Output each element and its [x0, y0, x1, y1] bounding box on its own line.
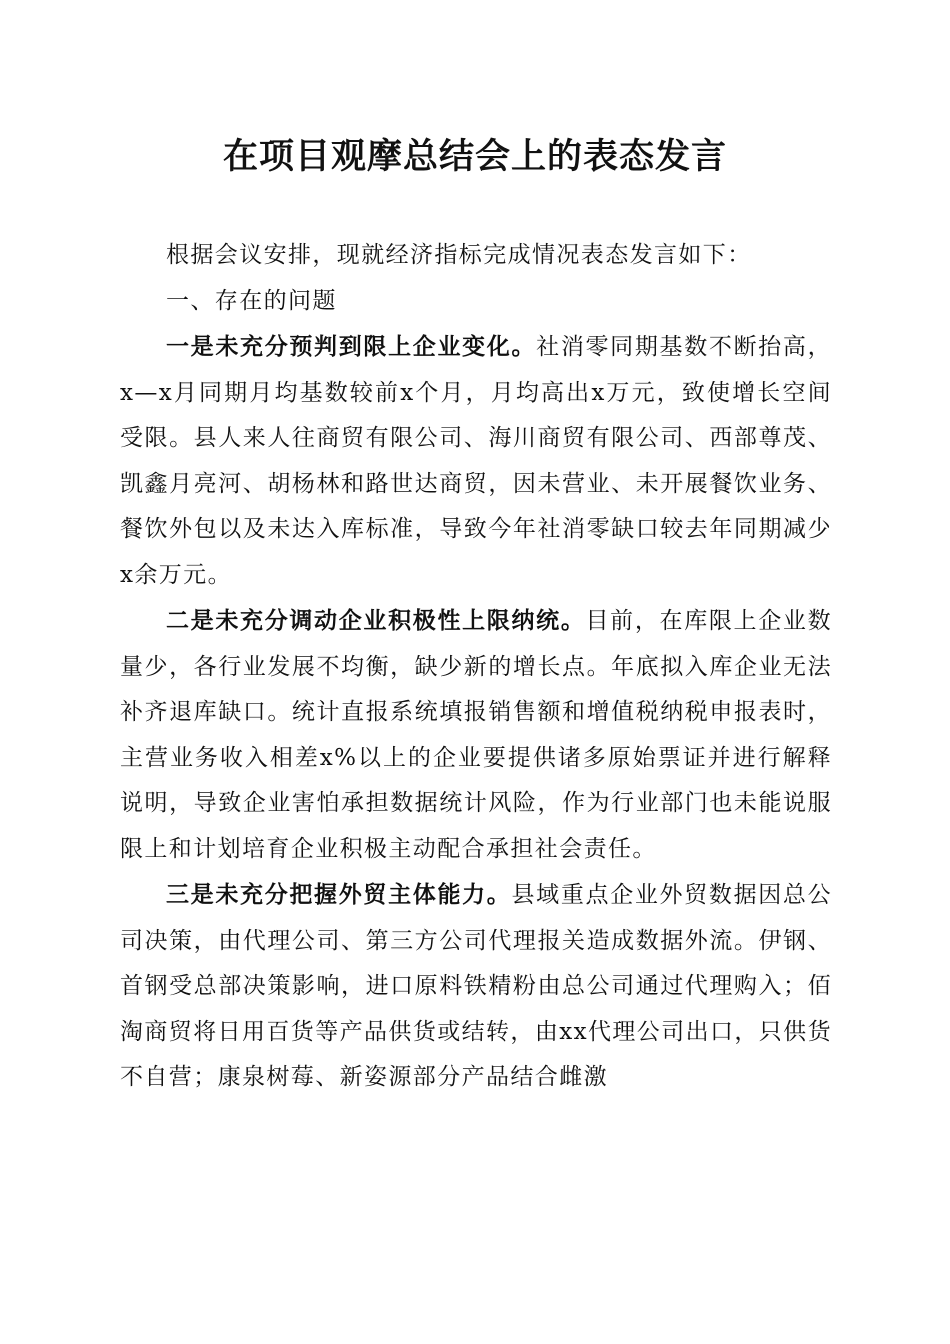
paragraph-lead: 二是未充分调动企业积极性上限纳统。	[166, 607, 586, 634]
paragraph-2	[120, 598, 832, 872]
section-heading: 一、存在的问题	[166, 287, 337, 314]
paragraph-text: 目前，在库限上企业数量少，各行业发展不均衡，缺少新的增长点。年底拟入库企业无法补齐退库缺口。统计直报系统填报销售额和增值税纳税申报表时，主营业务收入相差x%以上的企业要提供诸多原始票证并进行解释说明，导致企业害怕承担数据统计风险，作为行业部门也未能说服限上和计划培育企业积极主动配合承担社会责任。	[120, 608, 832, 862]
document-body	[120, 233, 832, 1101]
intro-paragraph: 根据会议安排，现就经济指标完成情况表态发言如下：	[166, 242, 752, 268]
paragraph-text: 县域重点企业外贸数据因总公司决策，由代理公司、第三方公司代理报关造成数据外流。伊钢、首钢受总部决策影响，进口原料铁精粉由总公司通过代理购入；佰淘商贸将日用百货等产品供货或结转，由xx代理公司出口，只供货不自营；康泉树莓、新姿源部分产品结合雌激	[120, 882, 833, 1090]
paragraph-lead: 三是未充分把握外贸主体能力。	[166, 881, 512, 908]
document-title: 在项目观摩总结会上的表态发言	[222, 136, 727, 177]
paragraph-3	[120, 872, 832, 1101]
paragraph-1	[120, 324, 832, 598]
paragraph-lead: 一是未充分预判到限上企业变化。	[166, 333, 537, 360]
paragraph-text: 社消零同期基数不断抬高，x—x月同期月均基数较前x个月，月均高出x万元，致使增长空间受限。县人来人往商贸有限公司、海川商贸有限公司、西部尊茂、凯鑫月亮河、胡杨林和路世达商贸，因未营业、未开展餐饮业务、餐饮外包以及未达入库标准，导致今年社消零缺口较去年同期减少x余万元。	[120, 334, 832, 588]
